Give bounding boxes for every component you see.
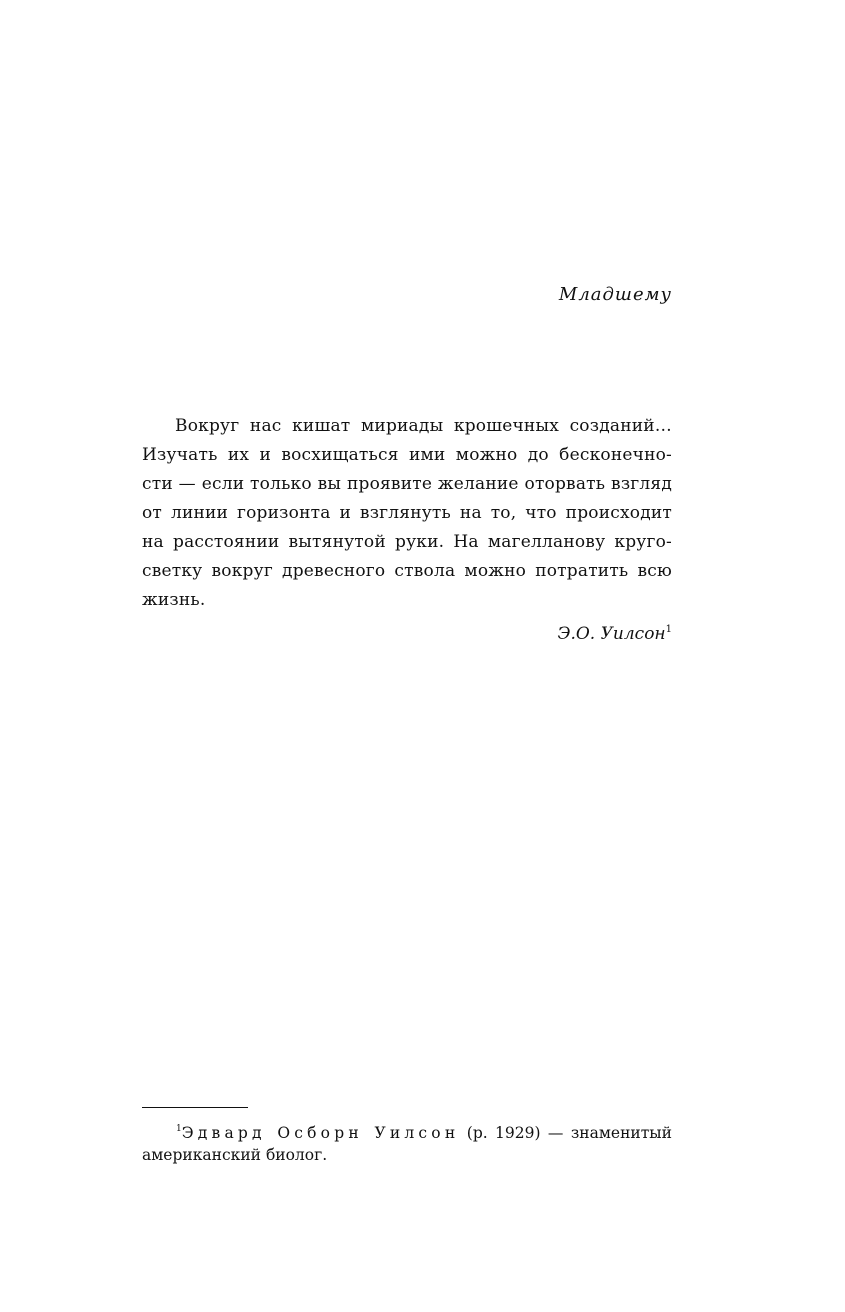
- epigraph-line: Изучать их и восхищаться ими можно до бесконечно-: [142, 445, 672, 465]
- epigraph-line: Вокруг нас кишат мириады крошечных созданий…: [175, 416, 672, 436]
- epigraph-line: сти — если только вы проявите желание оторвать взгляд: [142, 474, 672, 494]
- epigraph-line: жизнь.: [142, 590, 206, 610]
- epigraph: [142, 412, 672, 647]
- footnote-name: Эдвард Осборн Уилсон: [181, 1124, 460, 1142]
- attribution-author: Э.О. Уилсон: [557, 624, 666, 644]
- footnote-divider: [142, 1107, 248, 1108]
- epigraph-line: от линии горизонта и взглянуть на то, что происходит: [142, 503, 672, 523]
- footnote-marker: 1: [176, 1124, 182, 1134]
- epigraph-line: на расстоянии вытянутой руки. На магелланову круго-: [142, 532, 672, 552]
- footnote-reference[interactable]: 1: [665, 624, 672, 635]
- footnote-text: (р. 1929) — знаменитый: [466, 1124, 672, 1142]
- epigraph-attribution: [142, 617, 672, 647]
- footnote: [142, 1116, 672, 1168]
- footnote-line: американский биолог.: [142, 1146, 328, 1164]
- epigraph-line: светку вокруг древесного ствола можно потратить всю: [142, 561, 672, 581]
- footnote-line: [142, 1116, 672, 1142]
- dedication: Младшему: [558, 284, 672, 305]
